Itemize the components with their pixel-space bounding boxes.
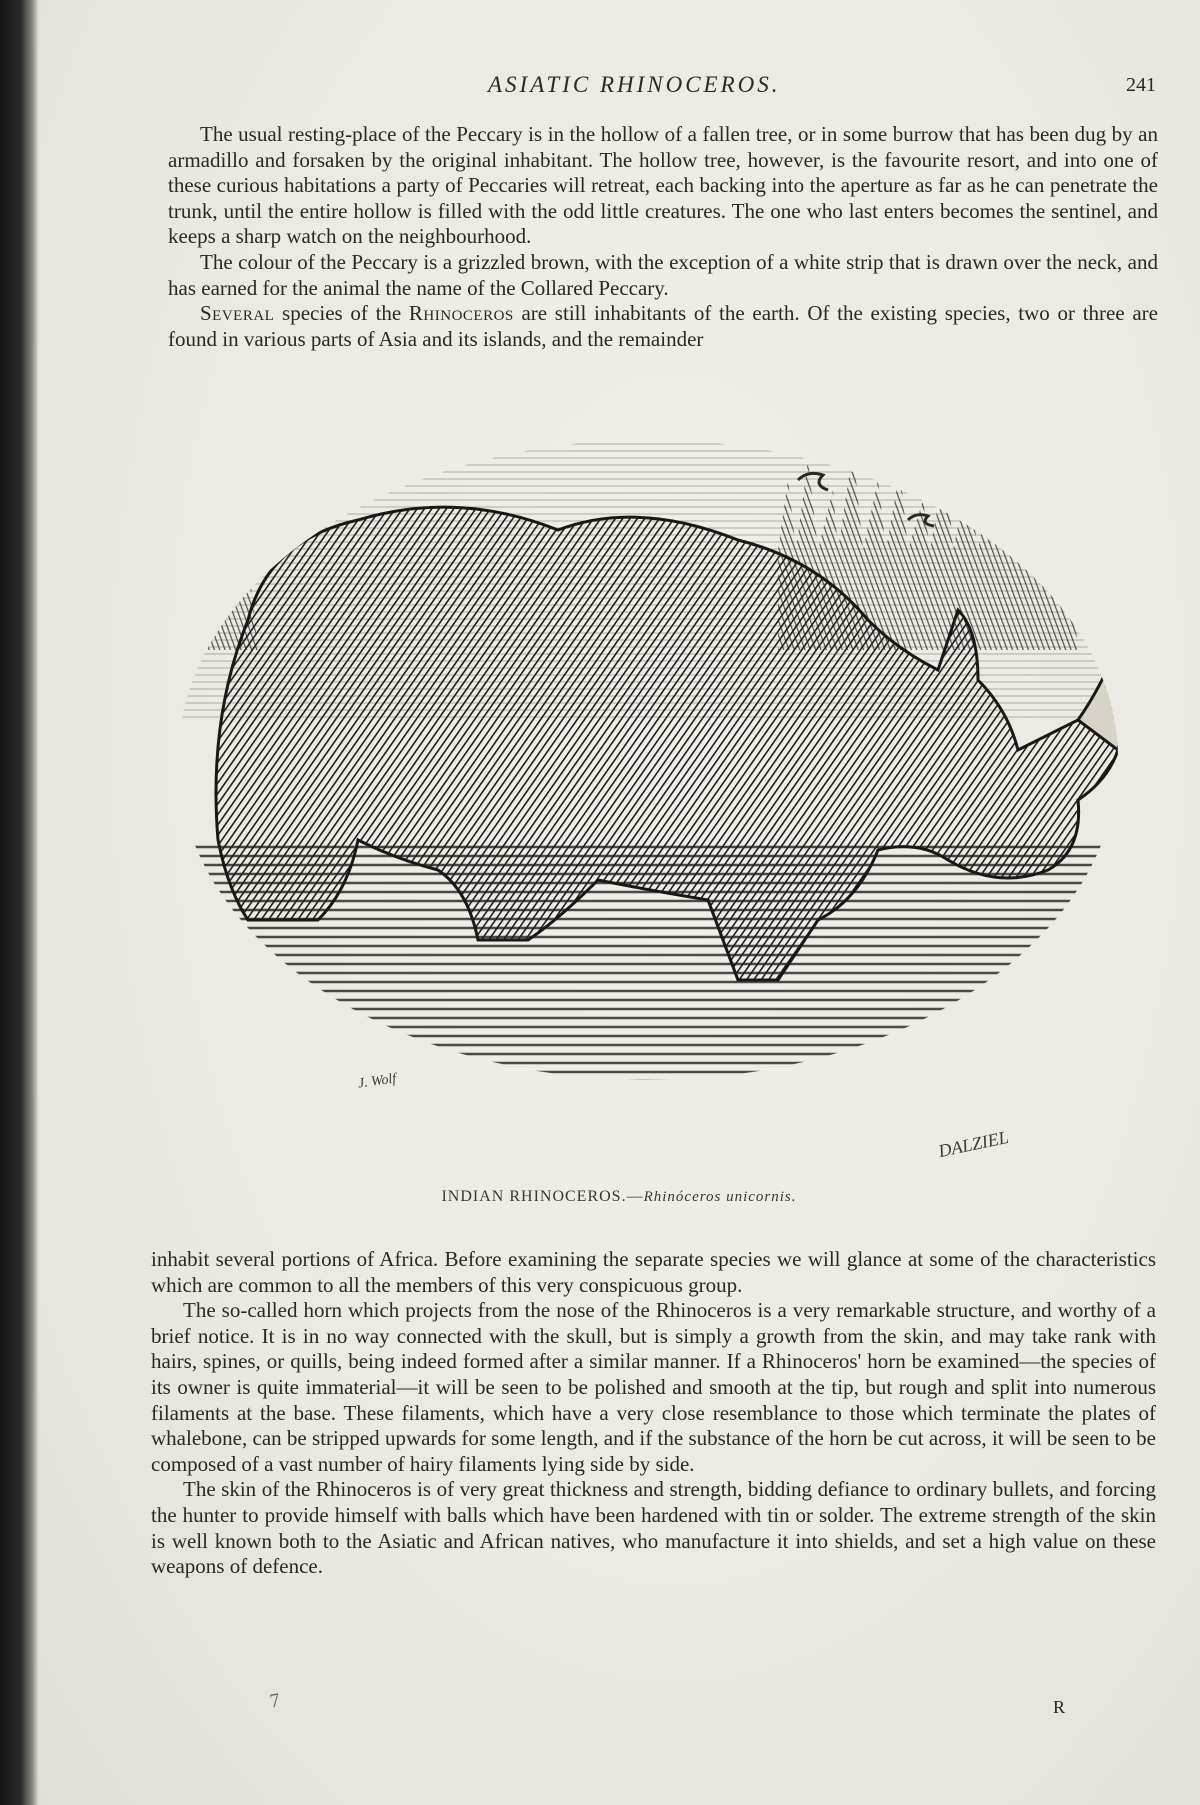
rhinoceros-heading-word: Rhinoceros bbox=[408, 301, 514, 326]
paragraph-horn: The so-called horn which projects from the nose of the Rhinoceros is a very remarkable structure, and worthy of a brief notice. It is in no way connected with the skull, but is simply a growth from the skin, and may take rank with hairs, spines, or quills, being indeed formed after a similar manner. If a Rhinoceros' horn be examined—the species of its owner is quite immaterial—it will be seen to be polished and smooth at the tip, but rough and split into numerous filaments at the base. These filaments, which have a very close resemblance to those which terminate the plates of whalebone, can be stripped upwards for some length, and if the substance of the horn be cut across, it will be seen to be composed of a vast number of hairy filaments lying side by side. bbox=[151, 1298, 1156, 1476]
paragraph-africa-continuation: inhabit several portions of Africa. Before examining the separate species we will glance at some of the characteristics which are common to all the members of this very conspicuous group. bbox=[151, 1247, 1156, 1297]
engraver-signature: J. Wolf bbox=[357, 1071, 398, 1092]
intro-rest: are still inhabitants of the earth. Of the existing species, two or three are found in various parts of Asia and its islands, and the remainder bbox=[168, 301, 1158, 351]
running-head bbox=[38, 72, 1200, 112]
paragraph-peccary-resting-place: The usual resting-place of the Peccary is in the hollow of a fallen tree, or in some burrow that has been dug by an armadillo and forsaken by the original inhabitant. The hollow tree, however, is the favourite resort, and into one of these curious habitations a party of Peccaries will retreat, each backing into the aperture as far as he can penetrate the trunk, until the entire hollow is filled with the odd little creatures. The one who last enters becomes the sentinel, and keeps a sharp watch on the neighbourhood. bbox=[168, 122, 1158, 249]
stray-pencil-mark: 7 bbox=[268, 1689, 282, 1713]
rhinoceros-engraving bbox=[178, 420, 1178, 1160]
binding-edge bbox=[0, 0, 38, 1805]
page-number: 241 bbox=[1126, 74, 1156, 96]
printer-signature-mark: R bbox=[1053, 1697, 1066, 1717]
lead-word: Several bbox=[200, 301, 275, 326]
artist-signature: DALZIEL bbox=[936, 1126, 1011, 1162]
caption-title: INDIAN RHINOCEROS.— bbox=[441, 1188, 644, 1205]
caption-latin-name: Rhinóceros unicornis. bbox=[643, 1189, 797, 1205]
intro-mid: species of the bbox=[274, 301, 409, 326]
paragraph-rhinoceros-intro bbox=[168, 301, 1158, 352]
bottom-text-block bbox=[151, 1247, 1156, 1580]
paragraph-skin: The skin of the Rhinoceros is of very great thickness and strength, bidding defiance to ordinary bullets, and forcing the hunter to provide himself with balls which have been hardened with tin or solder. The extreme strength of the skin is well known both to the Asiatic and African natives, who manufacture it into shields, and set a high value on these weapons of defence. bbox=[151, 1477, 1156, 1579]
figure-caption bbox=[38, 1188, 1200, 1206]
top-text-block bbox=[168, 122, 1158, 352]
running-title: ASIATIC RHINOCEROS. bbox=[488, 72, 781, 97]
book-page bbox=[38, 0, 1200, 1805]
paragraph-peccary-colour: The colour of the Peccary is a grizzled brown, with the exception of a white strip that is drawn over the neck, and has earned for the animal the name of the Collared Peccary. bbox=[168, 249, 1158, 300]
